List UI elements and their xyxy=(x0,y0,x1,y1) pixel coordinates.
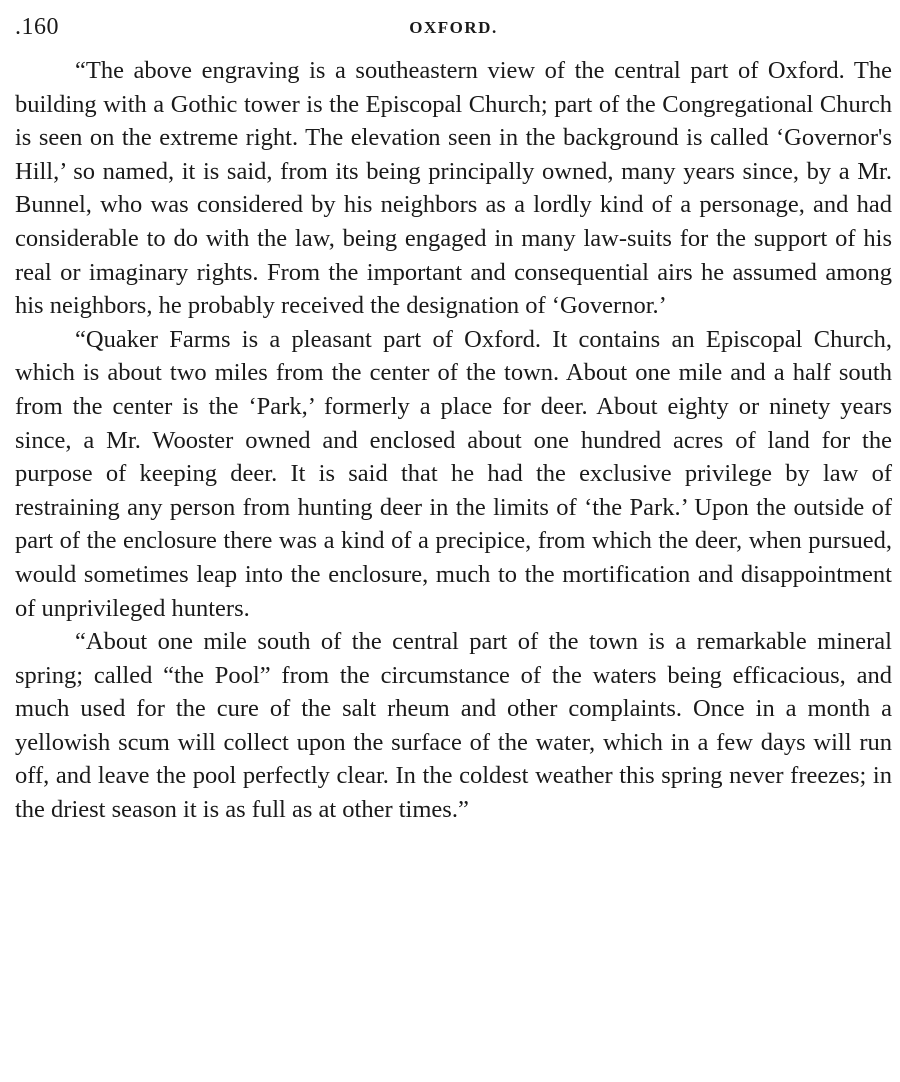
paragraph-quaker-farms: “Quaker Farms is a pleasant part of Oxford. It contains an Episcopal Church, which is about two miles from the center of the town. About one mile and a half south from the center is the ‘Park,’ formerly a place for deer. About eighty or ninety years since, a Mr. Wooster owned and enclosed about one hundred acres of land for the purpose of keeping deer. It is said that he had the exclusive privilege by law of restraining any person from hunting deer in the limits of ‘the Park.’ Upon the outside of part of the enclosure there was a kind of a precipice, from which the deer, when pursued, would sometimes leap into the enclosure, much to the mortification and disappointment of unprivileged hunters. xyxy=(15,325,892,622)
running-title: OXFORD. xyxy=(409,18,498,37)
paragraph-mineral-spring: “About one mile south of the central part of the town is a remarkable mineral spring; called “the Pool” from the circumstance of the waters being efficacious, and much used for the cure of the salt rheum and other complaints. Once in a month a yellowish scum will collect upon the surface of the water, which in a few days will run off, and leave the pool perfectly clear. In the coldest weather this spring never freezes; in the driest season it is as full as at other times.” xyxy=(15,628,892,824)
running-head xyxy=(15,12,892,42)
paragraph-governors-hill: “The above engraving is a southeastern view of the central part of Oxford. The building with a Gothic tower is the Episcopal Church; part of the Congregational Church is seen on the extreme right. The elevation seen in the background is called ‘Governor's Hill,’ so named, it is said, from its being principally owned, many years since, by a Mr. Bunnel, who was considered by his neighbors as a lordly kind of a personage, and had considerable to do with the law, being engaged in many law-suits for the support of his real or imaginary rights. From the important and consequential airs he assumed among his neighbors, he probably received the designation of ‘Governor.’ xyxy=(15,57,892,320)
page-number: .160 xyxy=(15,14,59,40)
